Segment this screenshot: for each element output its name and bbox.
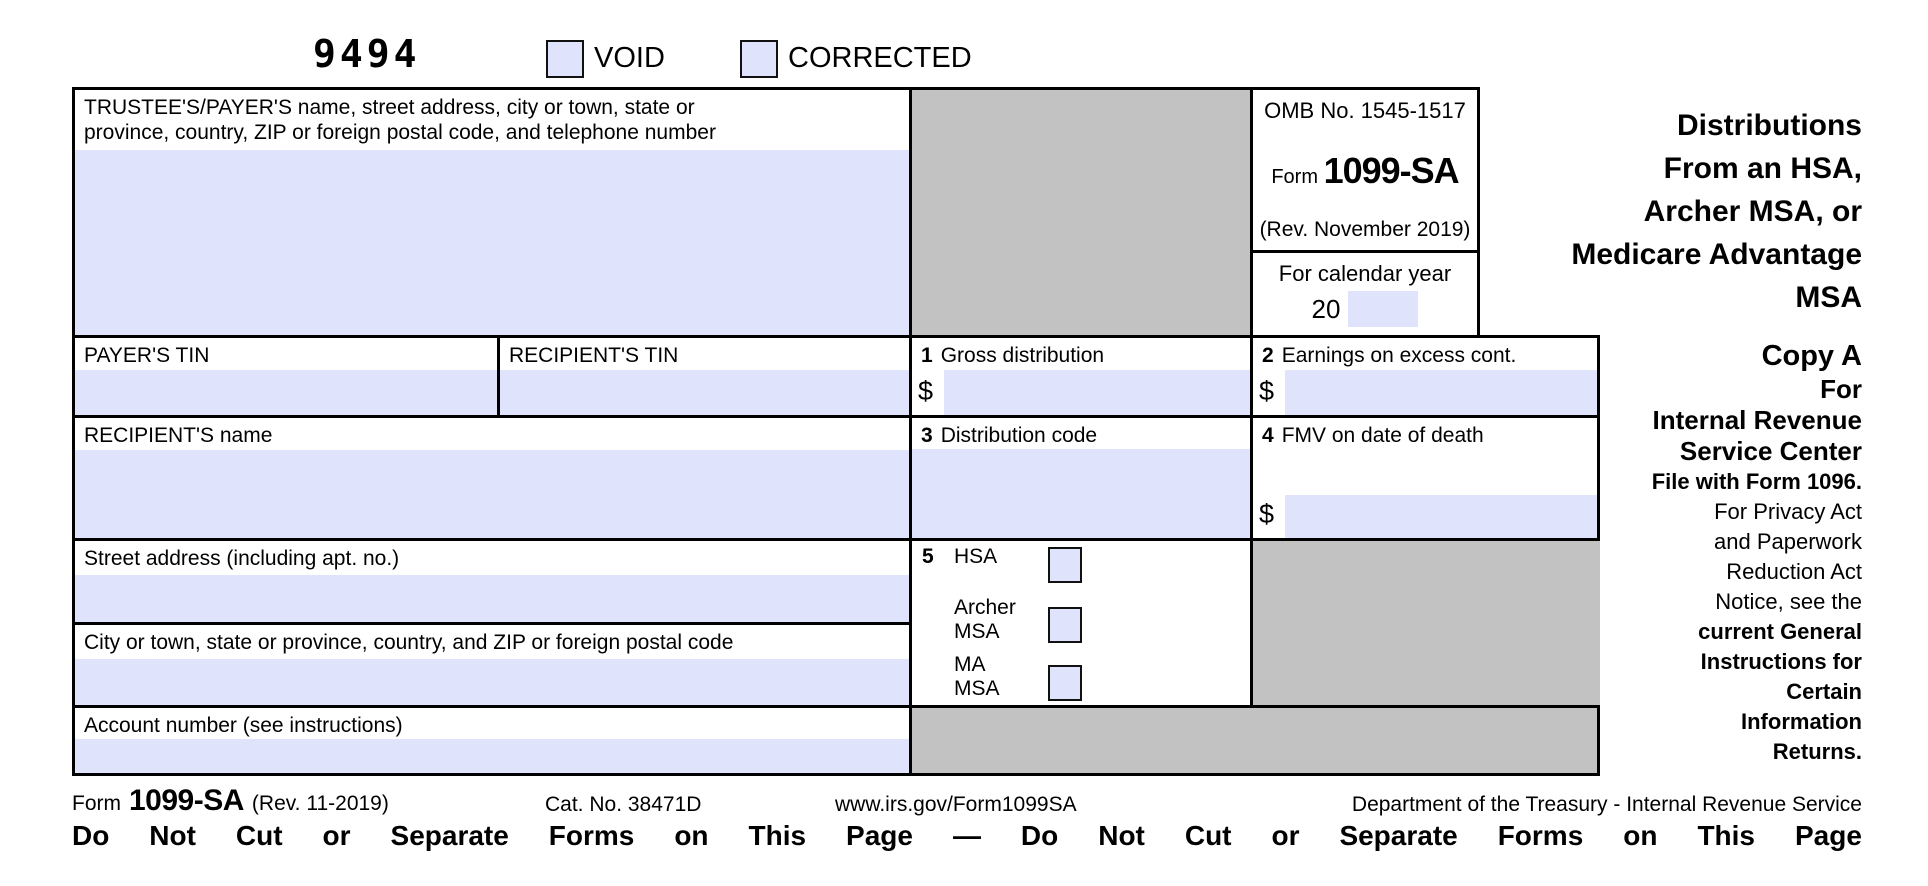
privacy-notice-line: and Paperwork: [1714, 529, 1862, 554]
box5-ma-msa-label: MA MSA: [954, 653, 1000, 700]
shaded-area-bottom: [909, 705, 1600, 776]
instructions-line: Returns.: [1772, 739, 1862, 764]
box5-hsa-label: HSA: [954, 545, 998, 568]
calendar-year-input[interactable]: [1348, 291, 1418, 327]
city-label: City or town, state or province, country, and ZIP or foreign postal code: [84, 631, 734, 654]
box2-number: 2: [1262, 344, 1274, 367]
box3-number: 3: [921, 424, 933, 447]
street-address-label: Street address (including apt. no.): [84, 547, 400, 570]
box2-amount-input[interactable]: [1285, 370, 1597, 415]
privacy-notice-line: Reduction Act: [1726, 559, 1862, 584]
omb-cell: [1250, 87, 1480, 250]
box4-dollar-sign: $: [1259, 499, 1275, 529]
copy-a-column: [1606, 338, 1862, 767]
city-cell: [72, 622, 909, 705]
box2-dollar-sign: $: [1259, 376, 1275, 406]
revision-label: (Rev. November 2019): [1259, 218, 1471, 241]
box5-hsa-checkbox[interactable]: [1048, 547, 1082, 583]
calendar-year-prefix: 20: [1311, 293, 1341, 324]
calendar-year-label: For calendar year: [1278, 261, 1452, 286]
box2-earnings-cell: [1250, 335, 1600, 415]
calendar-year-cell: [1250, 250, 1480, 335]
shaded-area-top: [909, 87, 1250, 335]
recipient-tin-input[interactable]: [500, 370, 909, 415]
corrected-checkbox[interactable]: [740, 40, 778, 78]
department-line: Department of the Treasury - Internal Revenue Service: [1351, 793, 1862, 816]
instructions-line: Instructions for: [1700, 649, 1862, 674]
box5-archer-msa-label: Archer MSA: [954, 596, 1016, 643]
corrected-label: CORRECTED: [788, 42, 972, 74]
privacy-notice-line: Notice, see the: [1715, 589, 1862, 614]
box4-amount-input[interactable]: [1285, 495, 1597, 538]
box5-account-type-cell: [909, 538, 1250, 705]
footer-form-number: 1099-SA: [129, 784, 244, 817]
box1-dollar-sign: $: [918, 376, 934, 406]
form-number: 1099-SA: [1323, 150, 1459, 191]
void-label: VOID: [594, 42, 665, 74]
do-not-cut-warning: Do Not Cut or Separate Forms on This Page — Do Not Cut or Separate Forms on This Page: [72, 820, 1862, 851]
box5-ma-msa-checkbox[interactable]: [1048, 665, 1082, 701]
box4-fmv-cell: [1250, 415, 1600, 538]
instructions-line: Information: [1741, 709, 1862, 734]
trustee-payer-cell: [72, 87, 909, 335]
recipient-name-cell: [72, 415, 909, 538]
footer-form-id: [72, 784, 389, 818]
box2-label: 2 Earnings on excess cont.: [1262, 344, 1517, 367]
account-number-cell: [72, 705, 909, 776]
privacy-notice-line: For Privacy Act: [1714, 499, 1862, 524]
box5-number: 5: [922, 545, 934, 568]
box3-distribution-code-cell: [909, 415, 1250, 538]
trustee-payer-label: TRUSTEE'S/PAYER'S name, street address, city or town, state or province, country, ZIP or foreign postal code, and telephone number: [84, 96, 716, 144]
form-title: Distributions From an HSA, Archer MSA, or Medicare Advantage MSA: [1571, 109, 1862, 314]
box3-code-input[interactable]: [912, 449, 1250, 538]
payer-tin-label: PAYER'S TIN: [84, 344, 210, 367]
void-checkbox[interactable]: [546, 40, 584, 78]
calendar-year-row: [1312, 291, 1419, 327]
trustee-payer-input[interactable]: [75, 150, 909, 335]
copy-a-line: Service Center: [1679, 436, 1862, 466]
payer-tin-cell: [72, 335, 497, 415]
footer-revision: (Rev. 11-2019): [251, 792, 389, 815]
shaded-area-middle: [1250, 538, 1600, 705]
recipient-tin-label: RECIPIENT'S TIN: [509, 344, 679, 367]
copy-a-title: Copy A: [1761, 340, 1862, 372]
copy-a-line: Internal Revenue: [1652, 405, 1862, 435]
street-address-input[interactable]: [75, 575, 909, 622]
box1-label: 1 Gross distribution: [921, 344, 1105, 367]
city-input[interactable]: [75, 659, 909, 705]
street-address-cell: [72, 538, 909, 622]
box1-number: 1: [921, 344, 933, 367]
account-number-input[interactable]: [75, 739, 909, 773]
box4-label: 4 FMV on date of death: [1262, 424, 1484, 447]
print-control-code: 9494: [313, 32, 421, 76]
catalog-number: Cat. No. 38471D: [545, 793, 702, 816]
box3-label: 3 Distribution code: [921, 424, 1098, 447]
recipient-name-input[interactable]: [75, 450, 909, 538]
omb-number: OMB No. 1545-1517: [1264, 98, 1466, 123]
box1-amount-input[interactable]: [944, 370, 1250, 415]
irs-url: www.irs.gov/Form1099SA: [835, 793, 1077, 816]
payer-tin-input[interactable]: [75, 370, 497, 415]
instructions-line: current General: [1698, 619, 1862, 644]
copy-a-line: For: [1820, 374, 1862, 404]
recipient-tin-cell: [497, 335, 909, 415]
recipient-name-label: RECIPIENT'S name: [84, 424, 273, 447]
form-word: Form: [1271, 166, 1318, 188]
instructions-line: Certain: [1786, 679, 1862, 704]
copy-a-file-line: File with Form 1096.: [1651, 469, 1862, 494]
form-number-line: [1271, 150, 1458, 192]
box5-archer-msa-checkbox[interactable]: [1048, 607, 1082, 643]
footer-form-word: Form: [72, 792, 121, 815]
account-number-label: Account number (see instructions): [84, 714, 403, 737]
box4-number: 4: [1262, 424, 1274, 447]
box1-gross-distribution-cell: [909, 335, 1250, 415]
